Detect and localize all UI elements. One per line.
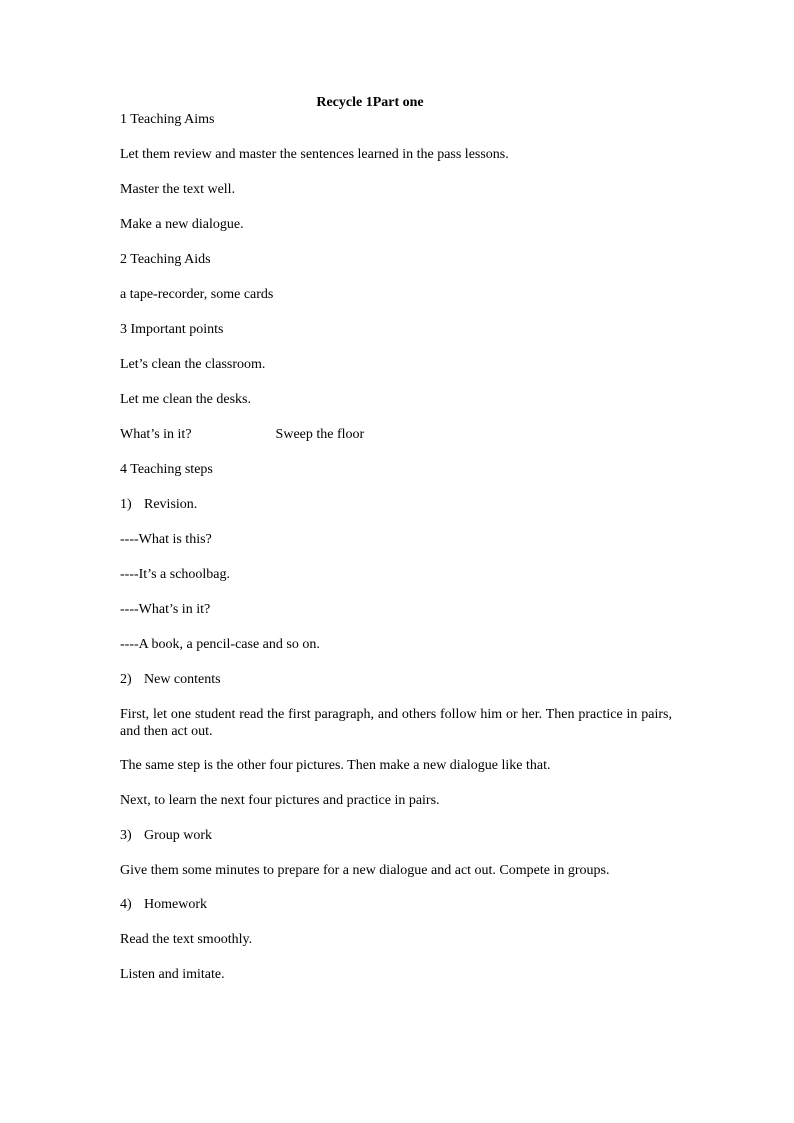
step-group-work (120, 827, 672, 845)
aims-item: Master the text well. (120, 182, 236, 197)
step-number: 1) (120, 497, 132, 512)
homework-line: Listen and imitate. (120, 967, 225, 982)
section-heading-points: 3 Important points (120, 322, 224, 337)
new-contents-paragraph: Next, to learn the next four pictures and practice in pairs. (120, 793, 440, 808)
aims-item: Make a new dialogue. (120, 217, 244, 232)
new-contents-paragraph: First, let one student read the first paragraph, and others follow him or her. Then practice in pairs, and then act out. (120, 707, 672, 739)
step-number: 3) (120, 828, 132, 843)
step-number: 2) (120, 672, 132, 687)
revision-line: ----What is this? (120, 532, 212, 547)
points-item: Let me clean the desks. (120, 392, 252, 407)
step-label: Revision. (144, 497, 198, 512)
aims-item: Let them review and master the sentences learned in the pass lessons. (120, 147, 509, 162)
group-work-paragraph: Give them some minutes to prepare for a new dialogue and act out. Compete in groups. (120, 863, 610, 878)
aids-item: a tape-recorder, some cards (120, 287, 274, 302)
page-title: Recycle 1Part one (316, 95, 424, 110)
homework-line: Read the text smoothly. (120, 932, 253, 947)
revision-line: ----It’s a schoolbag. (120, 567, 231, 582)
step-number: 4) (120, 897, 132, 912)
new-contents-paragraph: The same step is the other four pictures. Then make a new dialogue like that. (120, 758, 551, 773)
step-label: Homework (144, 897, 207, 912)
points-pair-left: What’s in it? (120, 427, 192, 442)
step-label: Group work (144, 828, 213, 843)
document-body (120, 111, 672, 1001)
points-pair-right: Sweep the floor (275, 427, 365, 442)
step-revision (120, 496, 672, 514)
points-item: Let’s clean the classroom. (120, 357, 266, 372)
section-heading-steps: 4 Teaching steps (120, 462, 213, 477)
step-label: New contents (144, 672, 221, 687)
revision-line: ----A book, a pencil-case and so on. (120, 637, 320, 652)
revision-line: ----What’s in it? (120, 602, 211, 617)
section-heading-aids: 2 Teaching Aids (120, 252, 211, 267)
points-pair (120, 426, 672, 444)
step-new-contents (120, 671, 672, 689)
section-heading-aims: 1 Teaching Aims (120, 112, 215, 127)
step-homework (120, 896, 672, 914)
